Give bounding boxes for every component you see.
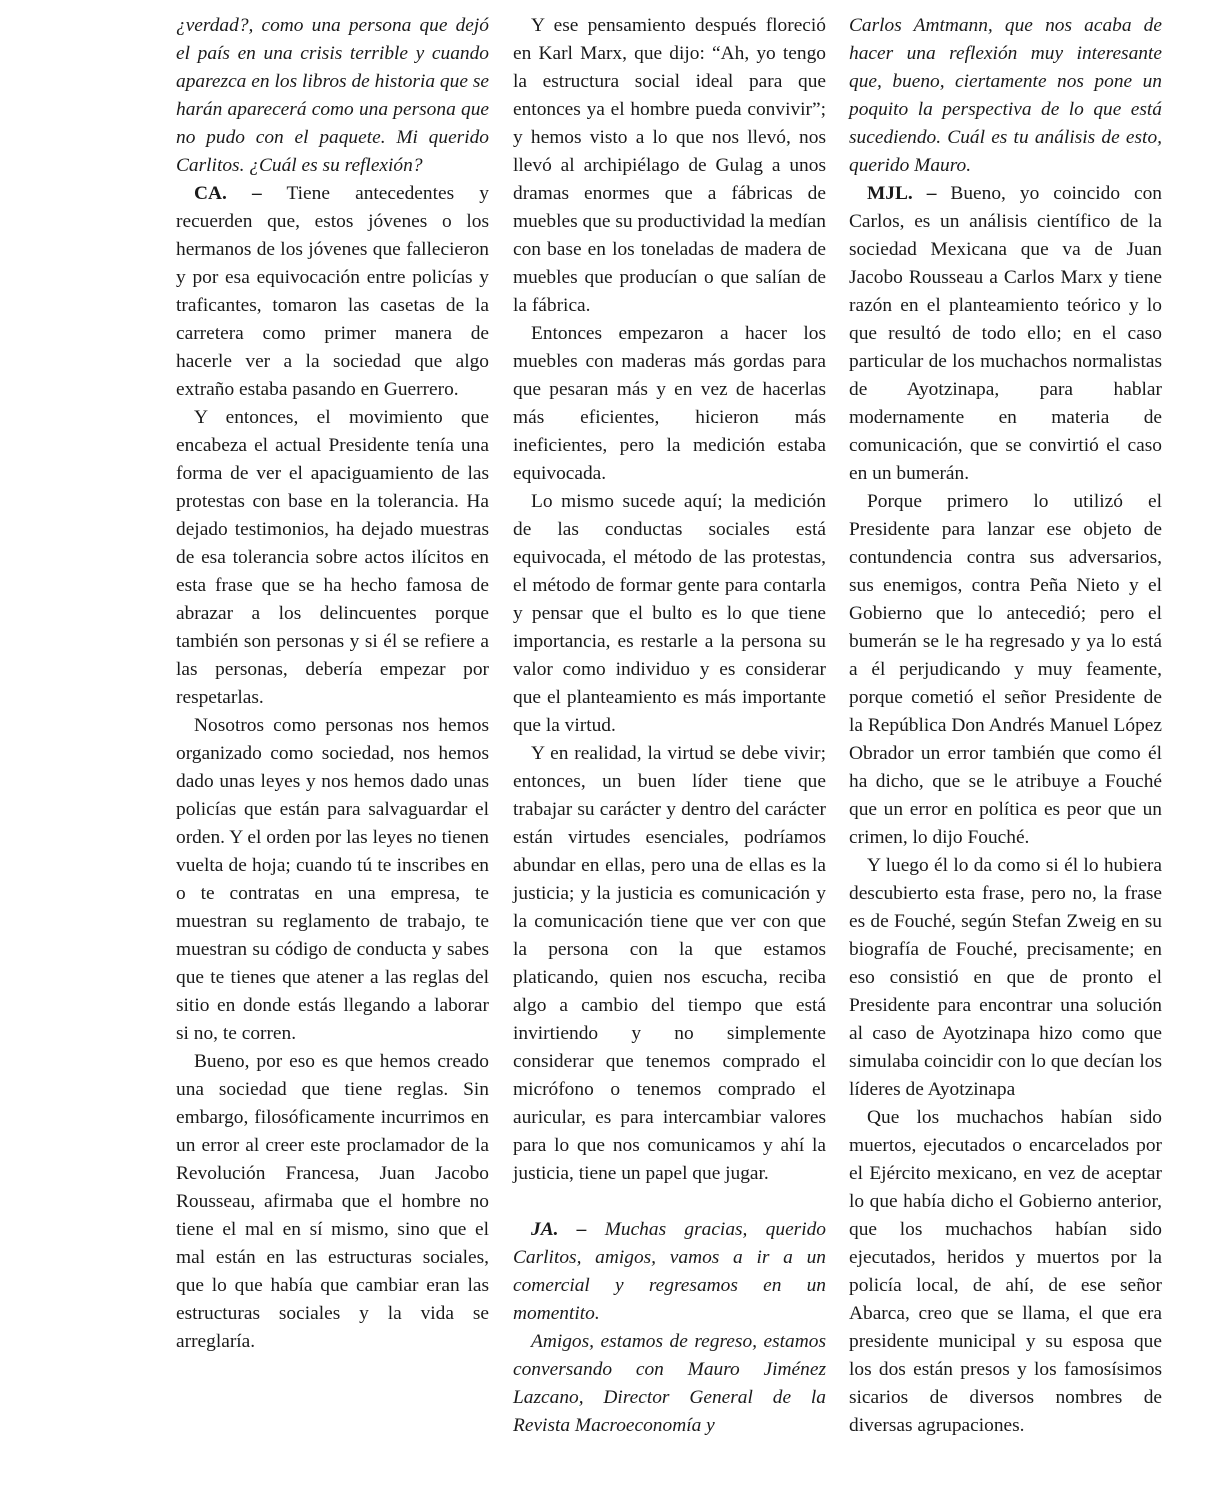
paragraph-text: Que los muchachos habían sido muertos, ejecutados o encarcelados por el Ejército mexicano, en vez de aceptar lo que había dicho el Gobierno anterior, que los muchachos habían sido ejecutados, heridos y muertos por la policía local, de ahí, de ese señor Abarca, creo que se llama, el que era presidente municipal y su esposa que los dos están presos y los famosísimos sicarios de diversos nombres de diversas agrupaciones.	[849, 1107, 1162, 1436]
paragraph	[513, 320, 826, 488]
paragraph-text: Tiene antecedentes y recuerden que, estos jóvenes o los hermanos de los jóvenes que fallecieron y por esa equivocación entre policías y traficantes, tomaron las casetas de la carretera como primer manera de hacerle ver a la sociedad que algo extraño estaba pasando en Guerrero.	[176, 183, 489, 400]
paragraph-text: Porque primero lo utilizó el Presidente para lanzar ese objeto de contundencia contra sus adversarios, sus enemigos, contra Peña Nieto y el Gobierno que lo antecedió; pero el bumerán se le ha regresado y ya lo está a él perjudicando y muy feamente, porque cometió el señor Presidente de la República Don Andrés Manuel López Obrador un error también que como él ha dicho, que se le atribuye a Fouché que un error en política es peor que un crimen, lo dijo Fouché.	[849, 491, 1162, 848]
paragraph	[176, 404, 489, 712]
paragraph-text: Amigos, estamos de regreso, estamos conversando con Mauro Jiménez Lazcano, Director General de la Revista Macroeconomía y	[513, 1331, 826, 1436]
paragraph-text: Y entonces, el movimiento que encabeza el actual Presidente tenía una forma de ver el apaciguamiento de las protestas con base en la tolerancia. Ha dejado testimonios, ha dejado muestras de esa tolerancia sobre actos ilícitos en esta frase que se ha hecho famosa de abrazar a los delincuentes porque también son personas y si él se refiere a las personas, debería empezar por respetarlas.	[176, 407, 489, 708]
paragraph	[849, 1104, 1162, 1440]
speaker-tag: JA. –	[531, 1219, 587, 1240]
paragraph	[513, 1216, 826, 1328]
paragraph-text: Carlos Amtmann, que nos acaba de hacer una reflexión muy interesante que, bueno, ciertamente nos pone un poquito la perspectiva de lo que está sucediendo. Cuál es tu análisis de esto, querido Mauro.	[849, 15, 1162, 176]
paragraph	[849, 852, 1162, 1104]
paragraph	[849, 12, 1162, 180]
paragraph	[176, 12, 489, 180]
paragraph-text: ¿verdad?, como una persona que dejó el país en una crisis terrible y cuando aparezca en los libros de historia que se harán aparecerá como una persona que no pudo con el paquete. Mi querido Carlitos. ¿Cuál es su reflexión?	[176, 15, 489, 176]
paragraph-text: Muchas gracias, querido Carlitos, amigos, vamos a ir a un comercial y regresamos en un momentito.	[513, 1219, 826, 1324]
text-column-1	[176, 12, 489, 1356]
paragraph	[176, 1048, 489, 1356]
paragraph-text: Y ese pensamiento después floreció en Karl Marx, que dijo: “Ah, yo tengo la estructura social ideal para que entonces ya el hombre pueda convivir”; y hemos visto a lo que nos llevó, nos llevó al archipiélago de Gulag a unos dramas enormes que a fábricas de muebles que su productividad la medían con base en los toneladas de madera de muebles que producían o que salían de la fábrica.	[513, 15, 826, 316]
paragraph-text: Y luego él lo da como si él lo hubiera descubierto esta frase, pero no, la frase es de Fouché, según Stefan Zweig en su biografía de Fouché, precisamente; en eso consistió en que de pronto el Presidente para encontrar una solución al caso de Ayotzinapa hizo como que simulaba coincidir con lo que decían los líderes de Ayotzinapa	[849, 855, 1162, 1100]
paragraph	[176, 712, 489, 1048]
paragraph	[849, 180, 1162, 488]
paragraph	[513, 488, 826, 740]
paragraph-text: Bueno, yo coincido con Carlos, es un análisis científico de la sociedad Mexicana que va de Juan Jacobo Rousseau a Carlos Marx y tiene razón en el planteamiento teórico y lo que resultó de todo ello; en el caso particular de los muchachos normalistas de Ayotzinapa, para hablar modernamente en materia de comunicación, que se convirtió el caso en un bumerán.	[849, 183, 1162, 484]
speaker-tag: MJL. –	[867, 183, 937, 204]
paragraph-text: Entonces empezaron a hacer los muebles con maderas más gordas para que pesaran más y en vez de hacerlas más eficientes, hicieron más ineficientes, pero la medición estaba equivocada.	[513, 323, 826, 484]
text-column-2	[513, 12, 826, 1440]
paragraph	[513, 740, 826, 1188]
paragraph-text: Y en realidad, la virtud se debe vivir; entonces, un buen líder tiene que trabajar su carácter y dentro del carácter están virtudes esenciales, podríamos abundar en ellas, pero una de ellas es la justicia; y la justicia es comunicación y la comunicación tiene que ver con que la persona con la que estamos platicando, quien nos escucha, reciba algo a cambio del tiempo que está invirtiendo y no simplemente considerar que tenemos comprado el micrófono o tenemos comprado el auricular, es para intercambiar valores para lo que nos comunicamos y ahí la justicia, tiene un papel que jugar.	[513, 743, 826, 1184]
paragraph	[513, 12, 826, 320]
paragraph-text: Lo mismo sucede aquí; la medición de las conductas sociales está equivocada, el método de las protestas, el método de formar gente para contarla y pensar que el bulto es lo que tiene importancia, es restarle a la persona su valor como individuo y es considerar que el planteamiento es más importante que la virtud.	[513, 491, 826, 736]
paragraph	[176, 180, 489, 404]
paragraph	[513, 1328, 826, 1440]
document-page	[176, 12, 1162, 1502]
paragraph-text: Nosotros como personas nos hemos organizado como sociedad, nos hemos dado unas leyes y nos hemos dado unas policías que están para salvaguardar el orden. Y el orden por las leyes no tienen vuelta de hoja; cuando tú te inscribes en o te contratas en una empresa, te muestran su reglamento de trabajo, te muestran su código de conducta y sabes que te tienes que atener a las reglas del sitio en donde estás llegando a laborar si no, te corren.	[176, 715, 489, 1044]
paragraph-text: Bueno, por eso es que hemos creado una sociedad que tiene reglas. Sin embargo, filosóficamente incurrimos en un error al creer este proclamador de la Revolución Francesa, Juan Jacobo Rousseau, afirmaba que el hombre no tiene el mal en sí mismo, sino que el mal están en las estructuras sociales, que lo que había que cambiar eran las estructuras sociales y la vida se arreglaría.	[176, 1051, 489, 1352]
text-column-3	[849, 12, 1162, 1440]
speaker-tag: CA. –	[194, 183, 262, 204]
paragraph	[849, 488, 1162, 852]
